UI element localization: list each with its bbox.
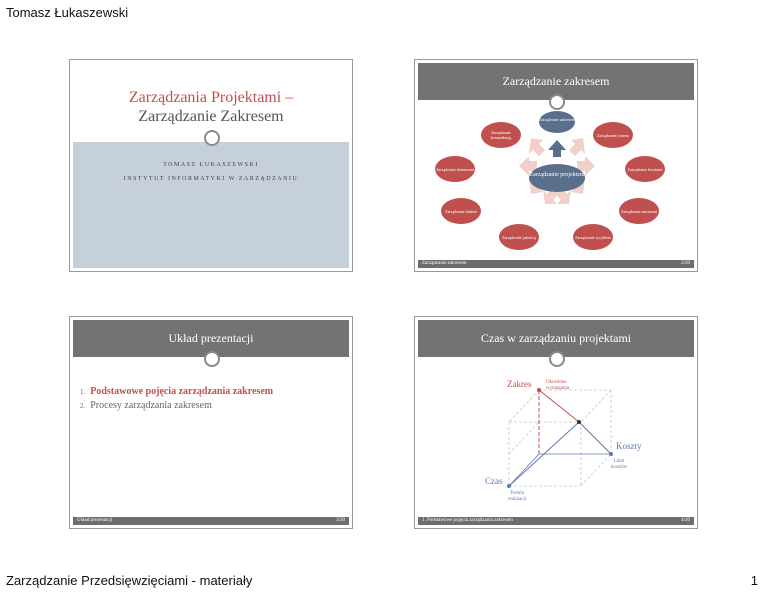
arrow-icon (569, 138, 585, 156)
slide-3-thumbnail[interactable] (69, 316, 353, 529)
slide-4-title: Czas w zarządzaniu projektami (418, 320, 694, 357)
diagram-node-communication: Zarządzanie komunikacją (481, 122, 521, 148)
diagram-node-scope: Zarządzanie zakresem (539, 117, 575, 122)
label-deadline: Termin realizacji (507, 491, 527, 502)
slide-4-footer (418, 517, 694, 525)
slide-1-band (73, 142, 349, 268)
slide-1-institute: INSTYTUT INFORMATYKI W ZARZĄDZANIU (123, 176, 299, 182)
diagram-node-quality: Zarządzanie jakością (499, 224, 539, 250)
list-item-text: Procesy zarządzania zakresem (90, 400, 212, 411)
list-item-text: Podstawowe pojęcia zarządzania zakresem (90, 386, 274, 397)
slide-3-footer-left: Układ prezentacji (77, 518, 113, 523)
diagram-node-changes: Zarządzanie zmianami (619, 198, 659, 224)
scope-point-icon (537, 388, 541, 392)
page-header-author: Tomasz Łukaszewski (6, 5, 129, 20)
label-required: Określone wymagania (546, 380, 570, 391)
slide-1-title (70, 88, 352, 126)
diagram-node-risk: Zarządzanie ryzykiem (573, 224, 613, 250)
list-item-number: 2. (80, 402, 86, 410)
list-item-number: 1. (80, 388, 86, 396)
slide-2-thumbnail[interactable] (414, 59, 698, 272)
center-point-icon (577, 420, 581, 424)
slide-3-circle-icon (204, 351, 220, 367)
cost-point-icon (609, 452, 613, 456)
page-footer-title: Zarządzanie Przedsięwzięciami - materiały (6, 573, 253, 588)
slide-4-cube-diagram (415, 317, 698, 529)
diagram-center-label: Zarządzanie projektem (529, 172, 585, 178)
diagram-node-people: Zarządzanie ludźmi (441, 198, 481, 224)
slide-3-list-item-2 (80, 399, 273, 413)
arrow-icon (529, 138, 545, 156)
slide-2-title: Zarządzanie zakresem (418, 63, 694, 100)
slide-1-title-line1: Zarządzania Projektami – (128, 89, 294, 106)
slide-2-footer (418, 260, 694, 268)
slide-3-list (80, 385, 273, 413)
node-top-ellipse (539, 111, 575, 133)
axis-label-cost: Koszty (616, 441, 642, 451)
slide-1-author: TOMASZ ŁUKASZEWSKI (163, 162, 259, 168)
slide-3-title: Układ prezentacji (73, 320, 349, 357)
slide-4-thumbnail[interactable] (414, 316, 698, 529)
slide-4-footer-left: 1. Podstawowe pojęcia zarządzania zakresem (422, 518, 513, 523)
slide-1-title-line2: Zarządzanie Zakresem (138, 108, 284, 125)
time-point-icon (507, 484, 511, 488)
label-cost-limit: Limit kosztów (610, 459, 628, 470)
slide-3-list-item-1 (80, 385, 273, 399)
axis-label-scope: Zakres (507, 379, 532, 389)
page-number: 1 (750, 573, 758, 588)
up-arrow-icon (548, 140, 566, 157)
diagram-node-costs: Zarządzanie kosztami (625, 156, 665, 182)
slide-4-footer-right: 4/20 (681, 518, 690, 523)
slide-2-footer-left: Zarządzanie zakresem (422, 261, 467, 266)
diagram-node-time: Zarządzanie czasem (593, 122, 633, 148)
slide-3-footer (73, 517, 349, 525)
axis-label-time: Czas (485, 476, 503, 486)
slide-1-thumbnail[interactable] (69, 59, 353, 272)
slide-2-footer-right: 2/20 (681, 261, 690, 266)
slide-3-footer-right: 3/20 (336, 518, 345, 523)
center-ellipse (529, 164, 585, 192)
slide-1-circle-icon (204, 130, 220, 146)
diagram-node-supplies: Zarządzanie dostawami (435, 156, 475, 182)
